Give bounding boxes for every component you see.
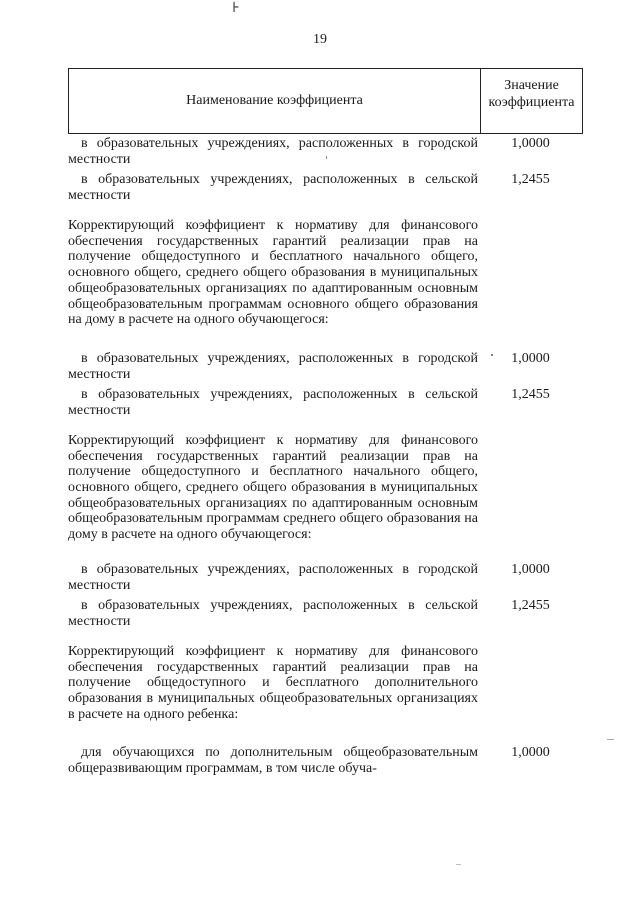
- scan-speck: [456, 864, 461, 865]
- table-row-section: [68, 433, 583, 543]
- row-text: в образовательных учреждениях, расположенных в сельской местности: [68, 172, 478, 203]
- header-name-column: Наименование коэффициента: [186, 93, 363, 108]
- row-text: в образовательных учреждениях, расположенных в городской местности: [68, 561, 478, 593]
- scan-speck: [326, 156, 327, 159]
- row-value: 1,0000: [511, 136, 550, 151]
- table-row: [68, 745, 583, 777]
- header-value-line1: Значение: [504, 78, 559, 93]
- coefficients-table-body: [68, 136, 583, 777]
- row-text: Корректирующий коэффициент к нормативу для финансового обеспечения государственных гарантий реализации прав на получение общедоступного и бесплатного дополнительного образования в муниципальных общеобразовательных организациях в расчете на одного ребенка:: [68, 643, 478, 722]
- row-text: в образовательных учреждениях, расположенных в городской местности: [68, 136, 478, 167]
- row-value: 1,0000: [511, 350, 550, 366]
- header-value-column: [481, 77, 582, 111]
- scan-speck: [491, 354, 493, 356]
- row-text: для обучающихся по дополнительным общеобразовательным общеразвивающим программам, в том числе обуча-: [68, 745, 478, 777]
- table-row: [68, 598, 583, 630]
- table-row: [68, 136, 583, 168]
- table-row: [68, 172, 583, 204]
- page-number: 19: [313, 32, 327, 47]
- page-top-mark: ⊦: [232, 1, 240, 16]
- row-value: 1,2455: [511, 386, 550, 402]
- row-value: 1,0000: [511, 561, 550, 577]
- row-text: в образовательных учреждениях, расположенных в сельской местности: [68, 386, 478, 418]
- table-row: [68, 562, 583, 594]
- row-value: 1,2455: [511, 597, 550, 613]
- row-text: Корректирующий коэффициент к нормативу для финансового обеспечения государственных гарантий реализации прав на получение общедоступного и бесплатного начального общего, основного общего, среднего общего образования в муниципальных общеобразовательных организациях по адаптированным основным общеобразовательным программам среднего общего образования на дому в расчете на одного обучающегося:: [68, 432, 478, 543]
- table-row: [68, 387, 583, 419]
- table-header: [68, 68, 583, 134]
- scan-speck: [607, 739, 614, 740]
- row-value: 1,2455: [511, 172, 550, 187]
- table-row-section: [68, 644, 583, 723]
- table-row-section: [68, 218, 583, 328]
- header-value-line2: коэффициента: [488, 95, 575, 110]
- row-text: в образовательных учреждениях, расположенных в городской местности: [68, 350, 478, 382]
- row-value: 1,0000: [511, 745, 550, 761]
- row-text: в образовательных учреждениях, расположенных в сельской местности: [68, 597, 478, 629]
- table-row: [68, 351, 583, 383]
- row-text: Корректирующий коэффициент к нормативу для финансового обеспечения государственных гарантий реализации прав на получение общедоступного и бесплатного начального общего, основного общего, среднего общего образования в муниципальных общеобразовательных организациях по адаптированным основным общеобразовательным программам основного общего образования на дому в расчете на одного обучающегося:: [68, 218, 478, 328]
